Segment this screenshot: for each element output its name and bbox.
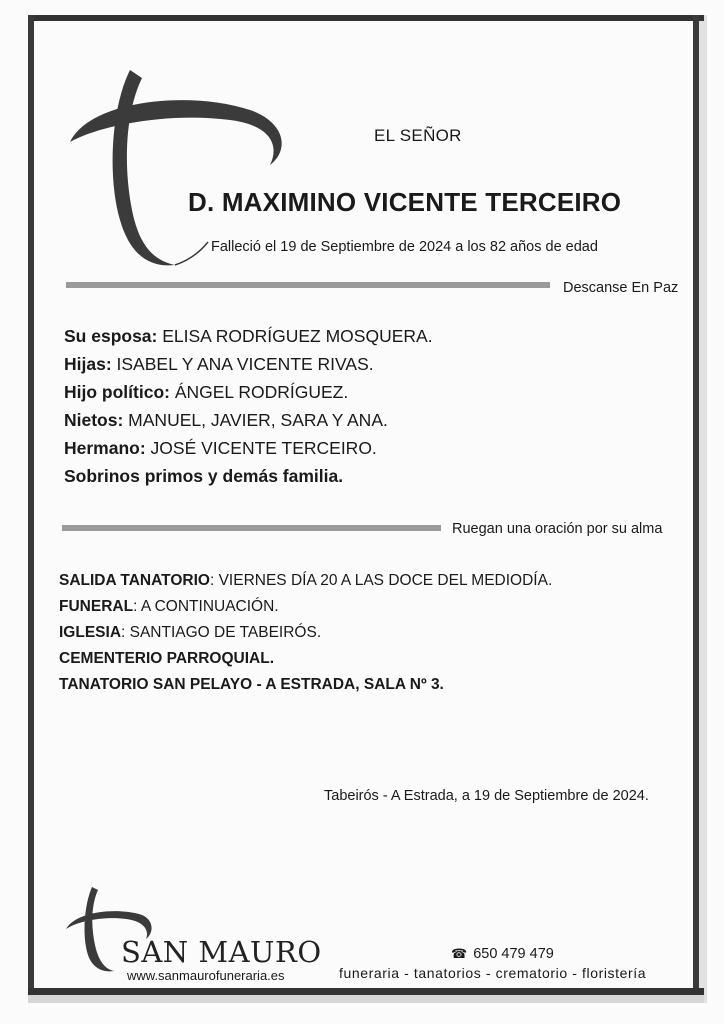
title-prefix: EL SEÑOR — [374, 126, 462, 145]
service-value: : SANTIAGO DE TABEIRÓS. — [121, 624, 322, 641]
phone-text: 650 479 479 — [473, 946, 554, 962]
death-notice: Falleció el 19 de Septiembre de 2024 a los 82 años de edad — [211, 239, 598, 255]
phone-number[interactable] — [451, 946, 554, 962]
family-label: Hijo político: — [64, 382, 170, 402]
telephone-icon: ☎ — [451, 946, 468, 961]
family-label: Nietos: — [64, 410, 124, 430]
family-label: Su esposa: — [64, 326, 158, 346]
frame-top — [28, 15, 704, 21]
website-link[interactable]: www.sanmaurofuneraria.es — [127, 968, 285, 983]
service-label: TANATORIO SAN PELAYO - A ESTRADA, SALA Nº 3. — [59, 676, 444, 693]
frame-shadow-bottom — [28, 995, 704, 1003]
family-value: ÁNGEL RODRÍGUEZ. — [169, 382, 349, 402]
prayer-request: Ruegan una oración por su alma — [452, 521, 663, 537]
family-label: Hijas: — [64, 354, 112, 374]
service-line — [59, 568, 552, 594]
service-line — [59, 594, 552, 620]
family-value: ELISA RODRÍGUEZ MOSQUERA. — [157, 326, 433, 346]
family-line — [64, 322, 433, 350]
divider-rule — [66, 282, 550, 288]
family-line — [64, 434, 433, 462]
service-line — [59, 646, 552, 672]
family-label: Hermano: — [64, 438, 146, 458]
service-label: CEMENTERIO PARROQUIAL. — [59, 650, 274, 667]
service-label: IGLESIA — [59, 624, 122, 641]
rest-in-peace: Descanse En Paz — [563, 280, 679, 296]
service-line — [59, 620, 552, 646]
family-line — [64, 462, 433, 490]
frame-right — [693, 15, 699, 995]
divider-rule — [62, 525, 441, 531]
family-value: ISABEL Y ANA VICENTE RIVAS. — [111, 354, 374, 374]
frame-left — [28, 15, 34, 995]
service-label: SALIDA TANATORIO — [59, 572, 210, 589]
brand-name: SAN MAURO — [121, 935, 322, 969]
family-value: JOSÉ VICENTE TERCEIRO. — [145, 438, 377, 458]
frame-bottom — [28, 988, 704, 995]
deceased-name: D. MAXIMINO VICENTE TERCEIRO — [188, 187, 622, 217]
service-value: : A CONTINUACIÓN. — [133, 598, 279, 615]
family-line — [64, 350, 433, 378]
family-list — [64, 322, 433, 490]
service-value: : VIERNES DÍA 20 A LAS DOCE DEL MEDIODÍA. — [209, 572, 553, 589]
family-label: Sobrinos primos y demás familia. — [64, 466, 344, 486]
services-list: funeraria - tanatorios - crematorio - floristería — [339, 965, 647, 981]
family-value: MANUEL, JAVIER, SARA Y ANA. — [123, 410, 388, 430]
dateline: Tabeirós - A Estrada, a 19 de Septiembre de 2024. — [324, 788, 649, 804]
family-line — [64, 406, 433, 434]
service-line — [59, 672, 552, 698]
family-line — [64, 378, 433, 406]
frame-shadow-right — [699, 15, 707, 1003]
service-label: FUNERAL — [59, 598, 134, 615]
service-details — [59, 568, 552, 698]
